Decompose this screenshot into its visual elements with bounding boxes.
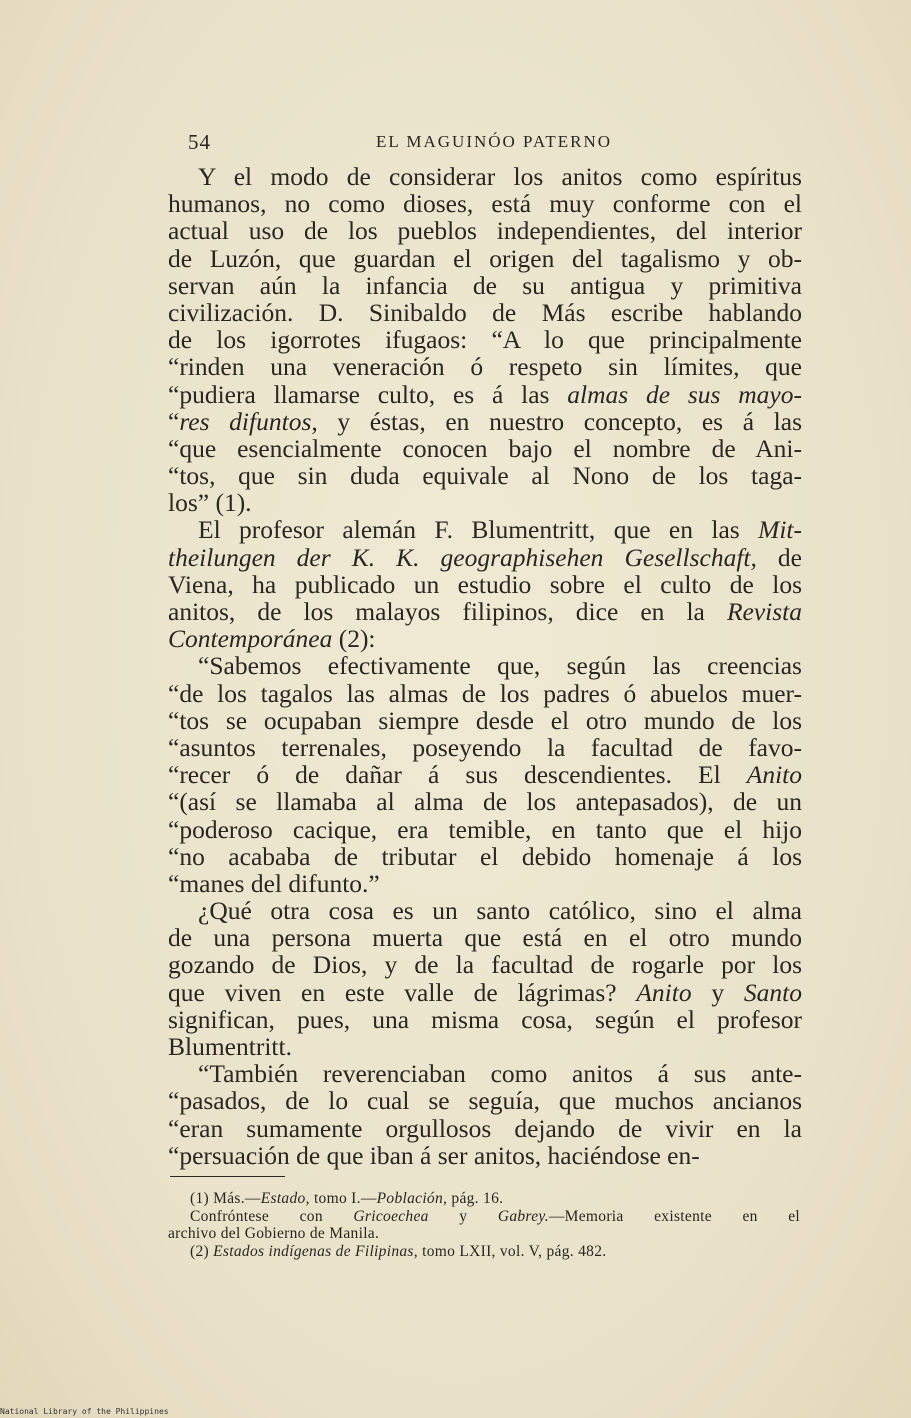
body-text: de <box>756 542 802 572</box>
body-text: “También reverenciaban como anitos á sus ante- <box>198 1059 802 1089</box>
body-text: “asuntos terrenales, poseyendo la facultad de favo- <box>168 732 802 762</box>
footnote-line <box>168 1190 800 1208</box>
footnote-text: pág. 16. <box>447 1190 504 1207</box>
body-line <box>168 381 802 408</box>
footnote-text: tomo I.— <box>309 1190 377 1207</box>
body-text: Viena, ha publicado un estudio sobre el culto de los <box>168 569 802 599</box>
body-text: servan aún la infancia de su antigua y primitiva <box>168 270 802 300</box>
body-line <box>168 707 802 734</box>
body-text: “de los tagalos las almas de los padres ó abuelos muer- <box>168 678 802 708</box>
body-text: “tos se ocupaban siempre desde el otro mundo de los <box>168 705 802 735</box>
body-text: significan, pues, una misma cosa, según el profesor <box>168 1004 802 1034</box>
body-line <box>168 652 802 679</box>
body-italic-text: almas de sus mayo- <box>567 379 802 409</box>
body-italic-text: Anito <box>746 760 802 790</box>
body-line <box>168 897 802 924</box>
footnote-italic-text: Gricoechea <box>353 1207 429 1225</box>
footnote-text: Confróntese con <box>190 1207 354 1225</box>
body-text: “rinden una veneración ó respeto sin límites, que <box>168 352 802 382</box>
body-text <box>168 163 802 1169</box>
body-text: humanos, no como dioses, está muy conforme con el <box>168 189 802 219</box>
body-line <box>168 299 802 326</box>
body-line <box>168 598 802 625</box>
body-text: de una persona muerta que está en el otro mundo <box>168 923 802 953</box>
body-text: “eran sumamente orgullosos dejando de vivir en la <box>168 1113 802 1143</box>
body-line <box>168 1033 802 1060</box>
body-text: de los igorrotes ifugaos: “A lo que principalmente <box>168 325 802 355</box>
body-line <box>168 816 802 843</box>
footnote-italic-text: Población, <box>376 1190 448 1207</box>
body-text: ¿Qué otra cosa es un santo católico, sino el alma <box>198 896 802 926</box>
body-line <box>168 489 802 516</box>
footnote-line <box>168 1243 800 1261</box>
body-line <box>168 761 802 788</box>
body-text: “(así se llamaba al alma de los antepasados), de un <box>168 787 802 817</box>
body-line <box>168 516 802 543</box>
running-title: EL MAGUINÓO PATERNO <box>375 132 613 151</box>
body-line <box>168 1115 802 1142</box>
body-line <box>168 734 802 761</box>
body-line <box>168 163 802 190</box>
body-line <box>168 951 802 978</box>
body-text: Y el modo de considerar los anitos como espíritus <box>198 162 802 191</box>
body-line <box>168 571 802 598</box>
body-text: que viven en este valle de lágrimas? <box>168 977 637 1007</box>
footnote-text: archivo del Gobierno de Manila. <box>168 1225 380 1242</box>
body-text: “persuación de que iban á ser anitos, haciéndose en- <box>168 1140 700 1170</box>
footnote-text: —Memoria existente en el <box>548 1207 800 1225</box>
body-italic-text: Mit- <box>758 515 802 545</box>
footnote-text: y <box>428 1207 498 1225</box>
body-text: de Luzón, que guardan el origen del tagalismo y ob- <box>168 243 802 273</box>
body-text: y <box>691 977 744 1007</box>
page-number: 54 <box>188 130 211 154</box>
body-line <box>168 245 802 272</box>
body-text: El profesor alemán F. Blumentritt, que en las <box>198 515 759 545</box>
body-text: “pudiera llamarse culto, es á las <box>168 379 568 409</box>
footnote-line <box>168 1225 800 1243</box>
body-text: anitos, de los malayos filipinos, dice en la <box>168 597 727 626</box>
scan-credit: National Library of the Philippines <box>0 1407 169 1416</box>
body-line <box>168 462 802 489</box>
body-text: “Sabemos efectivamente que, según las creencias <box>198 651 802 681</box>
footnote-text: (2) <box>190 1242 214 1260</box>
body-line <box>168 788 802 815</box>
body-italic-text: Contemporánea <box>168 624 333 654</box>
body-line <box>168 1087 802 1114</box>
body-line <box>168 435 802 462</box>
body-italic-text: res difuntos, <box>179 406 318 436</box>
body-line <box>168 924 802 951</box>
body-text: (2): <box>332 624 376 654</box>
body-line <box>168 190 802 217</box>
body-text: civilización. D. Sinibaldo de Más escribe hablando <box>168 297 802 327</box>
body-text: “pasados, de lo cual se seguía, que muchos ancianos <box>168 1086 802 1116</box>
footnote-italic-text: Estado, <box>260 1190 310 1207</box>
body-line <box>168 979 802 1006</box>
footnote-rule <box>170 1176 285 1177</box>
footnote-italic-text: Gabrey. <box>497 1207 549 1225</box>
body-text: “tos, que sin duda equivale al Nono de los taga- <box>168 461 802 491</box>
body-text: gozando de Dios, y de la facultad de rogarle por los <box>168 950 802 980</box>
body-line <box>168 843 802 870</box>
body-italic-text: theilungen der K. K. geographisehen Gesellschaft, <box>168 542 757 572</box>
body-line <box>168 680 802 707</box>
body-text: actual uso de los pueblos independientes, del interior <box>168 216 802 246</box>
body-text: y éstas, en nuestro concepto, es á las <box>317 406 802 436</box>
footnote-text: tomo LXII, vol. V, pág. 482. <box>417 1242 607 1260</box>
body-text: Blumentritt. <box>168 1032 292 1061</box>
body-italic-text: Anito <box>636 977 692 1007</box>
footnote-text: (1) Más.— <box>190 1190 261 1207</box>
body-text: “manes del difunto.” <box>168 868 380 898</box>
body-line <box>168 870 802 897</box>
body-text: “poderoso cacique, era temible, en tanto que el hijo <box>168 814 802 844</box>
body-text: “no acababa de tributar el debido homenaje á los <box>168 841 802 871</box>
footnotes <box>168 1190 800 1260</box>
body-text: “recer ó de dañar á sus descendientes. El <box>168 760 747 790</box>
footnote-italic-text: Estados indígenas de Filipinas, <box>213 1242 418 1260</box>
body-line <box>168 1006 802 1033</box>
body-line <box>168 217 802 244</box>
body-line <box>168 1060 802 1087</box>
body-line <box>168 544 802 571</box>
body-line <box>168 326 802 353</box>
body-italic-text: Revista <box>726 597 802 626</box>
body-italic-text: Santo <box>743 977 803 1007</box>
page-header <box>188 130 800 160</box>
body-text: “que esencialmente conocen bajo el nombre de Ani- <box>168 433 802 463</box>
footnote-line <box>168 1208 800 1226</box>
body-line <box>168 272 802 299</box>
body-line <box>168 1142 802 1169</box>
body-text: los” (1). <box>168 488 252 518</box>
body-line <box>168 408 802 435</box>
body-line <box>168 353 802 380</box>
body-line <box>168 625 802 652</box>
body-text: “ <box>168 406 180 436</box>
